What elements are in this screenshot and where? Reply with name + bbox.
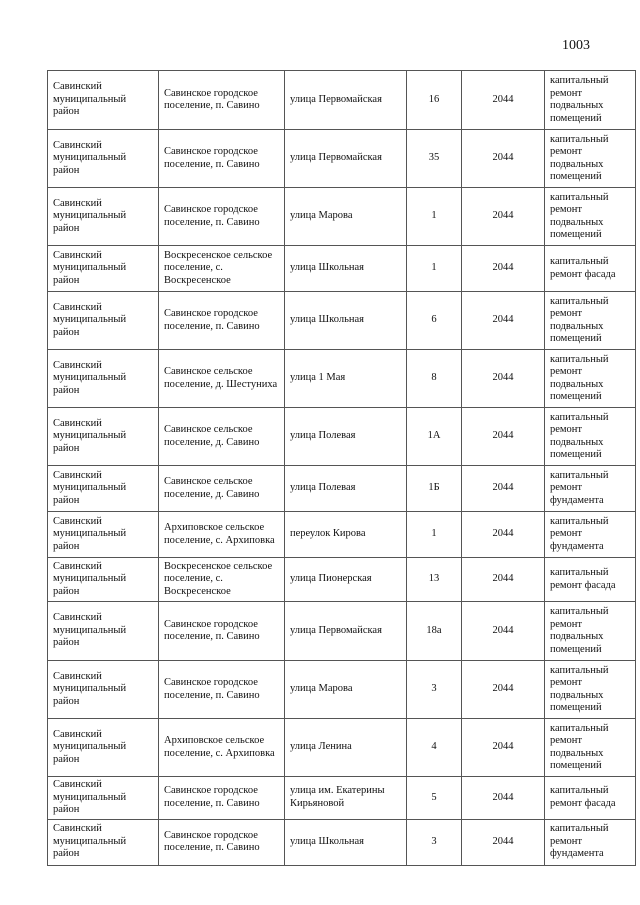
street-cell: улица Школьная <box>285 246 407 292</box>
table-row <box>48 408 636 466</box>
municipality-cell: Савинский муниципальный район <box>48 246 159 292</box>
house-number-cell: 4 <box>407 719 462 777</box>
year-cell: 2044 <box>462 466 545 512</box>
settlement-cell: Савинское городское поселение, п. Савино <box>159 292 285 350</box>
street-cell: улица Первомайская <box>285 71 407 130</box>
table-row <box>48 661 636 719</box>
year-cell: 2044 <box>462 408 545 466</box>
settlement-cell: Архиповское сельское поселение, с. Архиповка <box>159 512 285 558</box>
house-number-cell: 13 <box>407 558 462 602</box>
street-cell: улица Первомайская <box>285 602 407 661</box>
municipality-cell: Савинский муниципальный район <box>48 71 159 130</box>
municipality-cell: Савинский муниципальный район <box>48 130 159 188</box>
table-row <box>48 350 636 408</box>
municipality-cell: Савинский муниципальный район <box>48 558 159 602</box>
year-cell: 2044 <box>462 292 545 350</box>
street-cell: улица Марова <box>285 661 407 719</box>
settlement-cell: Савинское городское поселение, п. Савино <box>159 71 285 130</box>
municipality-cell: Савинский муниципальный район <box>48 661 159 719</box>
municipality-cell: Савинский муниципальный район <box>48 819 159 865</box>
house-number-cell: 16 <box>407 71 462 130</box>
page-number: 1003 <box>562 38 590 53</box>
settlement-cell: Савинское городское поселение, п. Савино <box>159 188 285 246</box>
work-type-cell: капитальный ремонт фундамента <box>545 512 636 558</box>
work-type-cell: капитальный ремонт фасада <box>545 777 636 820</box>
work-type-cell: капитальный ремонт фасада <box>545 558 636 602</box>
work-type-cell: капитальный ремонт фундамента <box>545 819 636 865</box>
table-row <box>48 466 636 512</box>
table-row <box>48 246 636 292</box>
table-row <box>48 558 636 602</box>
house-number-cell: 1Б <box>407 466 462 512</box>
house-number-cell: 5 <box>407 777 462 820</box>
municipality-cell: Савинский муниципальный район <box>48 512 159 558</box>
house-number-cell: 3 <box>407 819 462 865</box>
work-type-cell: капитальный ремонт подвальных помещений <box>545 71 636 130</box>
municipality-cell: Савинский муниципальный район <box>48 292 159 350</box>
street-cell: переулок Кирова <box>285 512 407 558</box>
house-number-cell: 35 <box>407 130 462 188</box>
year-cell: 2044 <box>462 350 545 408</box>
year-cell: 2044 <box>462 71 545 130</box>
settlement-cell: Воскресенское сельское поселение, с. Воскресенское <box>159 558 285 602</box>
table-row <box>48 819 636 865</box>
work-type-cell: капитальный ремонт фундамента <box>545 466 636 512</box>
table-body <box>48 71 636 866</box>
settlement-cell: Савинское сельское поселение, д. Шестуниха <box>159 350 285 408</box>
table-row <box>48 512 636 558</box>
work-type-cell: капитальный ремонт подвальных помещений <box>545 292 636 350</box>
settlement-cell: Савинское городское поселение, п. Савино <box>159 661 285 719</box>
municipality-cell: Савинский муниципальный район <box>48 408 159 466</box>
work-type-cell: капитальный ремонт подвальных помещений <box>545 661 636 719</box>
work-type-cell: капитальный ремонт подвальных помещений <box>545 350 636 408</box>
house-number-cell: 18а <box>407 602 462 661</box>
settlement-cell: Савинское городское поселение, п. Савино <box>159 777 285 820</box>
settlement-cell: Савинское сельское поселение, д. Савино <box>159 408 285 466</box>
work-type-cell: капитальный ремонт подвальных помещений <box>545 188 636 246</box>
street-cell: улица Ленина <box>285 719 407 777</box>
work-type-cell: капитальный ремонт подвальных помещений <box>545 130 636 188</box>
settlement-cell: Савинское городское поселение, п. Савино <box>159 819 285 865</box>
street-cell: улица им. Екатерины Кирьяновой <box>285 777 407 820</box>
settlement-cell: Савинское городское поселение, п. Савино <box>159 602 285 661</box>
table-row <box>48 777 636 820</box>
housing-repair-table <box>47 70 636 866</box>
street-cell: улица Марова <box>285 188 407 246</box>
year-cell: 2044 <box>462 246 545 292</box>
settlement-cell: Савинское городское поселение, п. Савино <box>159 130 285 188</box>
municipality-cell: Савинский муниципальный район <box>48 777 159 820</box>
year-cell: 2044 <box>462 512 545 558</box>
table-row <box>48 602 636 661</box>
table-row <box>48 130 636 188</box>
year-cell: 2044 <box>462 719 545 777</box>
house-number-cell: 8 <box>407 350 462 408</box>
settlement-cell: Воскресенское сельское поселение, с. Воскресенское <box>159 246 285 292</box>
work-type-cell: капитальный ремонт подвальных помещений <box>545 602 636 661</box>
year-cell: 2044 <box>462 819 545 865</box>
street-cell: улица Школьная <box>285 819 407 865</box>
table-row <box>48 71 636 130</box>
work-type-cell: капитальный ремонт подвальных помещений <box>545 719 636 777</box>
street-cell: улица Полевая <box>285 466 407 512</box>
house-number-cell: 6 <box>407 292 462 350</box>
house-number-cell: 1 <box>407 246 462 292</box>
settlement-cell: Савинское сельское поселение, д. Савино <box>159 466 285 512</box>
year-cell: 2044 <box>462 777 545 820</box>
table-row <box>48 292 636 350</box>
work-type-cell: капитальный ремонт подвальных помещений <box>545 408 636 466</box>
street-cell: улица Пионерская <box>285 558 407 602</box>
street-cell: улица Школьная <box>285 292 407 350</box>
municipality-cell: Савинский муниципальный район <box>48 719 159 777</box>
table-row <box>48 188 636 246</box>
municipality-cell: Савинский муниципальный район <box>48 466 159 512</box>
street-cell: улица 1 Мая <box>285 350 407 408</box>
year-cell: 2044 <box>462 130 545 188</box>
house-number-cell: 1 <box>407 188 462 246</box>
year-cell: 2044 <box>462 602 545 661</box>
street-cell: улица Первомайская <box>285 130 407 188</box>
house-number-cell: 1 <box>407 512 462 558</box>
settlement-cell: Архиповское сельское поселение, с. Архиповка <box>159 719 285 777</box>
year-cell: 2044 <box>462 558 545 602</box>
year-cell: 2044 <box>462 661 545 719</box>
municipality-cell: Савинский муниципальный район <box>48 602 159 661</box>
year-cell: 2044 <box>462 188 545 246</box>
street-cell: улица Полевая <box>285 408 407 466</box>
house-number-cell: 3 <box>407 661 462 719</box>
house-number-cell: 1А <box>407 408 462 466</box>
municipality-cell: Савинский муниципальный район <box>48 350 159 408</box>
work-type-cell: капитальный ремонт фасада <box>545 246 636 292</box>
municipality-cell: Савинский муниципальный район <box>48 188 159 246</box>
table-row <box>48 719 636 777</box>
